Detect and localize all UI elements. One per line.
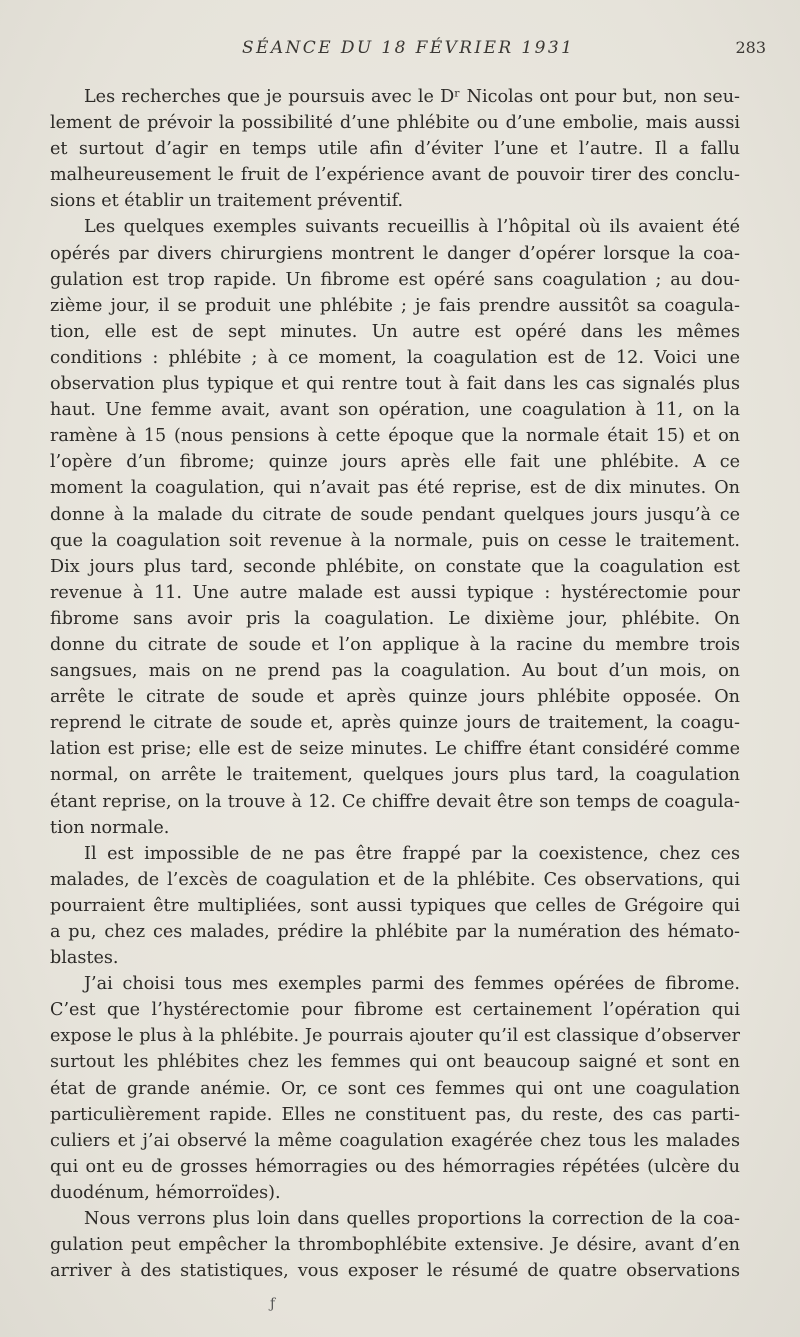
- text-line: surtout les phlébites chez les femmes qui ont beaucoup saigné et sont en: [50, 1052, 740, 1073]
- text-line: étant reprise, on la trouve à 12. Ce chiffre devait être son temps de coagula-: [50, 791, 740, 812]
- text-line: donne à la malade du citrate de soude pendant quelques jours jusqu’à ce: [50, 504, 740, 525]
- text-line: moment la coagulation, qui n’avait pas été reprise, est de dix minutes. On: [50, 478, 740, 499]
- text-line: qui ont eu de grosses hémorragies ou des hémorragies répétées (ulcère du: [50, 1156, 740, 1177]
- text-line: pourraient être multipliées, sont aussi typiques que celles de Grégoire qui: [50, 895, 740, 916]
- text-line: C’est que l’hystérectomie pour fibrome est certainement l’opération qui: [50, 1000, 740, 1021]
- text-line: Dix jours plus tard, seconde phlébite, on constate que la coagulation est: [50, 556, 740, 577]
- text-line: état de grande anémie. Or, ce sont ces femmes qui ont une coagulation: [50, 1078, 740, 1099]
- text-line: malades, de l’excès de coagulation et de la phlébite. Ces observations, qui: [50, 869, 740, 890]
- text-line: observation plus typique et qui rentre tout à fait dans les cas signalés plus: [50, 374, 740, 395]
- text-line: tion normale.: [50, 817, 170, 838]
- text-line: normal, on arrête le traitement, quelques jours plus tard, la coagulation: [50, 765, 740, 786]
- text-line: gulation peut empêcher la thrombophlébite extensive. Je désire, avant d’en: [50, 1235, 740, 1256]
- text-line: Les quelques exemples suivants recueillis à l’hôpital où ils avaient été: [84, 217, 740, 238]
- text-line: lation est prise; elle est de seize minutes. Le chiffre étant considéré comme: [50, 739, 740, 760]
- text-line: arrête le citrate de soude et après quinze jours phlébite opposée. On: [50, 687, 740, 708]
- text-line: lement de prévoir la possibilité d’une phlébite ou d’une embolie, mais aussi: [50, 113, 740, 134]
- text-line: donne du citrate de soude et l’on applique à la racine du membre trois: [50, 634, 740, 655]
- text-line: blastes.: [50, 948, 119, 969]
- page-header: [0, 38, 800, 62]
- text-line: revenue à 11. Une autre malade est aussi typique : hystérectomie pour: [50, 582, 740, 603]
- text-line: que la coagulation soit revenue à la normale, puis on cesse le traitement.: [50, 530, 740, 551]
- ink-speck: ƒ: [270, 1296, 276, 1312]
- text-line: reprend le citrate de soude et, après quinze jours de traitement, la coagu-: [50, 713, 740, 734]
- text-line: fibrome sans avoir pris la coagulation. Le dixième jour, phlébite. On: [50, 608, 740, 629]
- page-number: 283: [735, 38, 766, 57]
- running-title: SÉANCE DU 18 FÉVRIER 1931: [242, 38, 575, 58]
- text-line: particulièrement rapide. Elles ne constituent pas, du reste, des cas parti-: [50, 1104, 740, 1125]
- text-line: conditions : phlébite ; à ce moment, la coagulation est de 12. Voici une: [50, 347, 740, 368]
- text-line: opérés par divers chirurgiens montrent le danger d’opérer lorsque la coa-: [50, 243, 740, 264]
- text-line: gulation est trop rapide. Un fibrome est opéré sans coagulation ; au dou-: [50, 269, 740, 290]
- text-line: l’opère d’un fibrome; quinze jours après elle fait une phlébite. A ce: [50, 452, 740, 473]
- text-line: culiers et j’ai observé la même coagulation exagérée chez tous les malades: [50, 1130, 740, 1151]
- text-line: a pu, chez ces malades, prédire la phlébite par la numération des hémato-: [50, 922, 740, 942]
- text-line: Nous verrons plus loin dans quelles proportions la correction de la coa-: [84, 1209, 740, 1230]
- text-line: sions et établir un traitement préventif.: [50, 191, 404, 212]
- body-text: [50, 84, 740, 1284]
- text-line: tion, elle est de sept minutes. Un autre est opéré dans les mêmes: [50, 321, 740, 342]
- text-line: arriver à des statistiques, vous exposer le résumé de quatre observations: [50, 1261, 740, 1282]
- text-line: sangsues, mais on ne prend pas la coagulation. Au bout d’un mois, on: [50, 661, 740, 682]
- text-line: haut. Une femme avait, avant son opération, une coagulation à 11, on la: [50, 400, 740, 421]
- text-line: duodénum, hémorroïdes).: [50, 1182, 281, 1203]
- text-line: zième jour, il se produit une phlébite ; je fais prendre aussitôt sa coagula-: [50, 295, 740, 316]
- text-line: ramène à 15 (nous pensions à cette époque que la normale était 15) et on: [50, 426, 740, 447]
- text-line: Les recherches que je poursuis avec le Dʳ Nicolas ont pour but, non seu-: [84, 87, 740, 107]
- text-line: J’ai choisi tous mes exemples parmi des femmes opérées de fibrome.: [84, 974, 740, 995]
- text-line: expose le plus à la phlébite. Je pourrais ajouter qu’il est classique d’observer: [50, 1026, 740, 1047]
- text-line: et surtout d’agir en temps utile afin d’éviter l’une et l’autre. Il a fallu: [50, 139, 740, 160]
- text-line: malheureusement le fruit de l’expérience avant de pouvoir tirer des conclu-: [50, 165, 740, 186]
- text-line: Il est impossible de ne pas être frappé par la coexistence, chez ces: [84, 843, 740, 864]
